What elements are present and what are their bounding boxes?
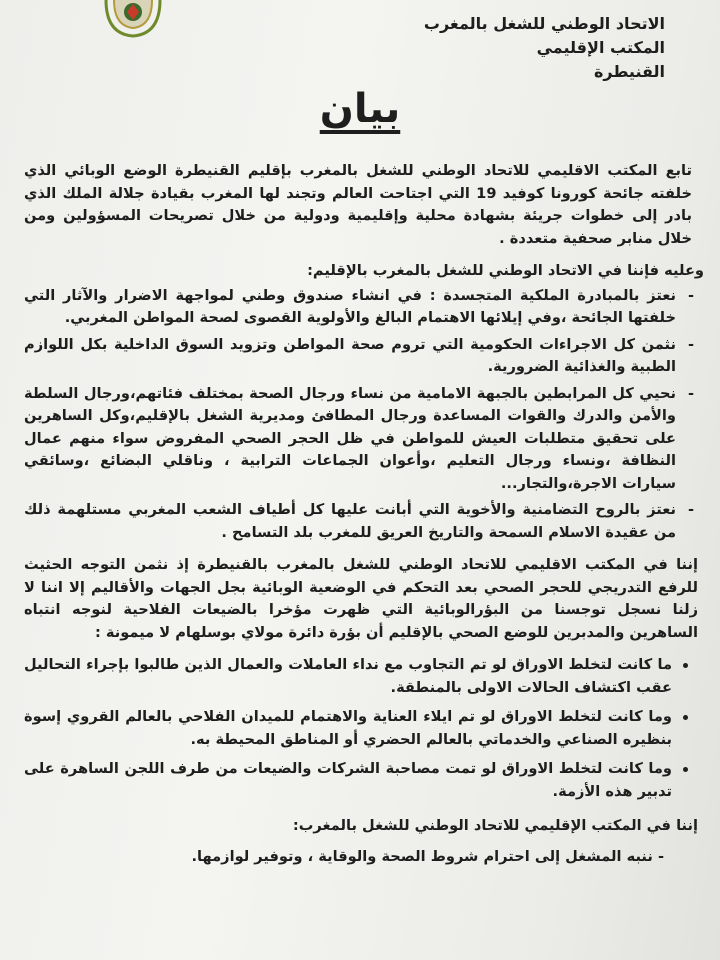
letterhead-office: المكتب الإقليمي <box>536 38 665 57</box>
intro-paragraph: تابع المكتب الاقليمي للاتحاد الوطني للشغل بالمغرب بإقليم القنيطرة الوضع الوبائي الذي خلفته جائحة كورونا كوفيد 19 التي اجتاحت العالم وتجند لها المغرب بقيادة جلالة الملك الذي بادر إلى خطوات جريئة بشهادة محلية وإقليمية ودولية من خلال تصريحات المسؤولين ومن خلال منابر صحفية متعددة . <box>24 162 692 247</box>
list-item: وما كانت لتخلط الاوراق لو تم ايلاء العناية والاهتمام للميدان الفلاحي بالعالم القروي إسوة بنظيره الصناعي والخدماتي بالعالم الحضري أو المناطق المحيطة به. <box>24 706 682 751</box>
letterhead-city: القنيطرة <box>593 62 665 81</box>
list-item: ما كانت لتخلط الاوراق لو تم التجاوب مع نداء العاملات والعمال الذين طالبوا بإجراء التحاليل عقب اكتشاف الحالات الاولى بالمنطقة. <box>24 654 682 699</box>
union-logo-emblem <box>100 0 166 40</box>
letterhead-org: الاتحاد الوطني للشغل بالمغرب <box>423 14 665 33</box>
bullet-icon <box>683 663 688 668</box>
list-item: - نعتز بالمبادرة الملكية المتجسدة : في انشاء صندوق وطني لمواجهة الاضرار والآثار التي خلفتها الجائحة ،وفي إيلائها الاهتمام البالغ والأولوية القصوى لصحة المواطن المغربي. <box>24 286 694 326</box>
outbreak-paragraph: إننا في المكتب الاقليمي للاتحاد الوطني للشغل بالمغرب بالقنيطرة إذ نثمن التوجه الحثيث للرفع التدريجي للحجر الصحي بعد التحكم في الوضعية الوبائية بجل الجهات والأقاليم إلا اننا لا زلنا نسجل توجسنا من البؤرالوبائية التي ظهرت مؤخرا بالضيعات الفلاحية لنوجه انتباه الساهرين والمدبرين للوضع الصحي بالإقليم أن بؤرة دائرة مولاي بوسلهام لا ميمونة : <box>24 556 698 641</box>
final-point: - ننبه المشغل إلى احترام شروط الصحة والوقاية ، وتوفير لوازمها. <box>191 847 664 865</box>
points-list <box>24 285 704 545</box>
list-item: - نثمن كل الاجراءات الحكومية التي تروم صحة المواطن وتزويد السوق الداخلية بكل اللوازم الطبية والغذائية الضرورية. <box>24 335 694 375</box>
bullet-icon <box>683 767 688 772</box>
letterhead <box>405 12 665 84</box>
points-lead: وعليه فإننا في الاتحاد الوطني للشغل بالمغرب بالإقليم: <box>307 262 704 279</box>
list-item: - نحيي كل المرابطين بالجبهة الامامية من نساء ورجال الصحة بمختلف فئاتهم،ورجال السلطة والأمن والدرك والقوات المساعدة ورجال المطافئ ومديرية الشغل بالإقليم،وكل الساهرين على تحقيق متطلبات العيش للمواطن في ظل الحجر الصحي المفروض سواء منهم عمال النظافة ،ونساء ورجال التعليم ،وأعوان الجماعات الترابية ، وناقلي البضائع ،وسائقي سيارات الاجرة،والتجار... <box>24 384 694 492</box>
list-item: وما كانت لتخلط الاوراق لو تمت مصاحبة الشركات والضيعات من طرف اللجن الساهرة على تدبير هذه الأزمة. <box>24 758 682 803</box>
statement-body <box>24 160 704 868</box>
list-item: - نعتز بالروح التضامنية والأخوية التي أبانت عليها كل أطياف الشعب المغربي مستلهمة ذلك من عقيدة الاسلام السمحة والتاريخ العريق للمغرب بلد التسامح . <box>24 501 694 541</box>
bullet-list <box>24 654 704 803</box>
final-lead: إننا في المكتب الإقليمي للاتحاد الوطني للشغل بالمغرب: <box>292 817 698 834</box>
document-title: بيان <box>319 86 401 132</box>
bullet-icon <box>683 715 688 720</box>
